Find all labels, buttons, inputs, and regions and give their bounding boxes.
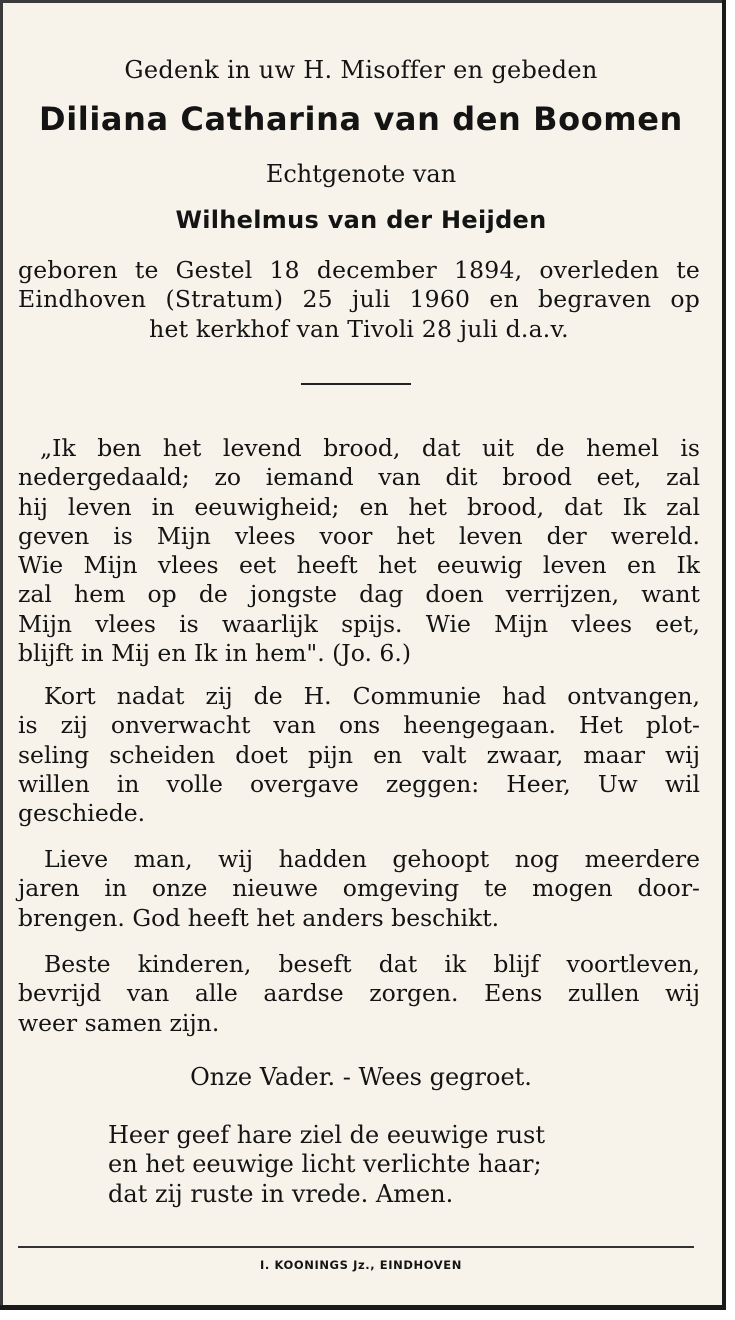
paragraph-husband (18, 845, 700, 933)
bio-line: Eindhoven (Stratum) 25 juli 1960 en begraven op (18, 285, 700, 314)
deceased-name: Diliana Catharina van den Boomen (39, 100, 683, 138)
card-header: Gedenk in uw H. Misoffer en gebeden (124, 56, 598, 84)
quote-line: „Ik ben het levend brood, dat uit de hemel is (40, 434, 700, 462)
paragraph-line: Lieve man, wij hadden gehoopt nog meerdere (44, 845, 700, 873)
paragraph-line: weer samen zijn. (18, 1008, 220, 1037)
quote-line: blijft in Mij en Ik in hem". (Jo. 6.) (18, 639, 411, 668)
paragraph-line: jaren in onze nieuwe omgeving te mogen door- (18, 874, 700, 903)
biography (18, 256, 700, 344)
bio-line: geboren te Gestel 18 december 1894, overleden te (18, 256, 700, 284)
section-divider (301, 383, 411, 385)
spouse-intro: Echtgenote van (265, 160, 457, 188)
quote-line: Wie Mijn vlees eet heeft het eeuwig leven en Ik (18, 551, 700, 580)
quote-line: Mijn vlees is waarlijk spijs. Wie Mijn vlees eet, (18, 609, 700, 638)
quote-line: nedergedaald; zo iemand van dit brood eet, zal (18, 463, 700, 492)
paragraph-line: Beste kinderen, beseft dat ik blijf voortleven, (44, 950, 700, 978)
prayer-line: Onze Vader. - Wees gegroet. (190, 1063, 532, 1091)
card-left-edge (0, 0, 3, 1305)
card-top-edge (0, 0, 722, 3)
paragraph-line: Kort nadat zij de H. Communie had ontvangen, (44, 682, 700, 710)
paragraph-line: seling scheiden doet pijn en valt zwaar, maar wij (18, 740, 700, 769)
printer-imprint: I. KOONINGS Jz., EINDHOVEN (260, 1258, 462, 1272)
paragraph-line: is zij onverwacht van ons heengegaan. Het plot- (18, 711, 700, 740)
footer-rule (18, 1246, 694, 1248)
spouse-name: Wilhelmus van der Heijden (175, 206, 547, 234)
closing-prayer (108, 1121, 608, 1209)
paragraph-communion (18, 682, 700, 828)
quote-line: hij leven in eeuwigheid; en het brood, dat Ik zal (18, 492, 700, 521)
scripture-quote (18, 434, 700, 668)
closing-line: Heer geef hare ziel de eeuwige rust (108, 1121, 545, 1149)
paragraph-line: bevrijd van alle aardse zorgen. Eens zullen wij (18, 979, 700, 1008)
paragraph-line: geschiede. (18, 799, 146, 828)
closing-line: en het eeuwige licht verlichte haar; (108, 1150, 542, 1179)
quote-line: geven is Mijn vlees voor het leven der wereld. (18, 521, 700, 550)
quote-line: zal hem op de jongste dag doen verrijzen, want (18, 580, 700, 609)
bio-line: het kerkhof van Tivoli 28 juli d.a.v. (149, 314, 569, 343)
paragraph-line: willen in volle overgave zeggen: Heer, Uw wil (18, 769, 700, 798)
closing-line: dat zij ruste in vrede. Amen. (108, 1179, 454, 1208)
paragraph-line: brengen. God heeft het anders beschikt. (18, 903, 500, 932)
paragraph-children (18, 950, 700, 1038)
